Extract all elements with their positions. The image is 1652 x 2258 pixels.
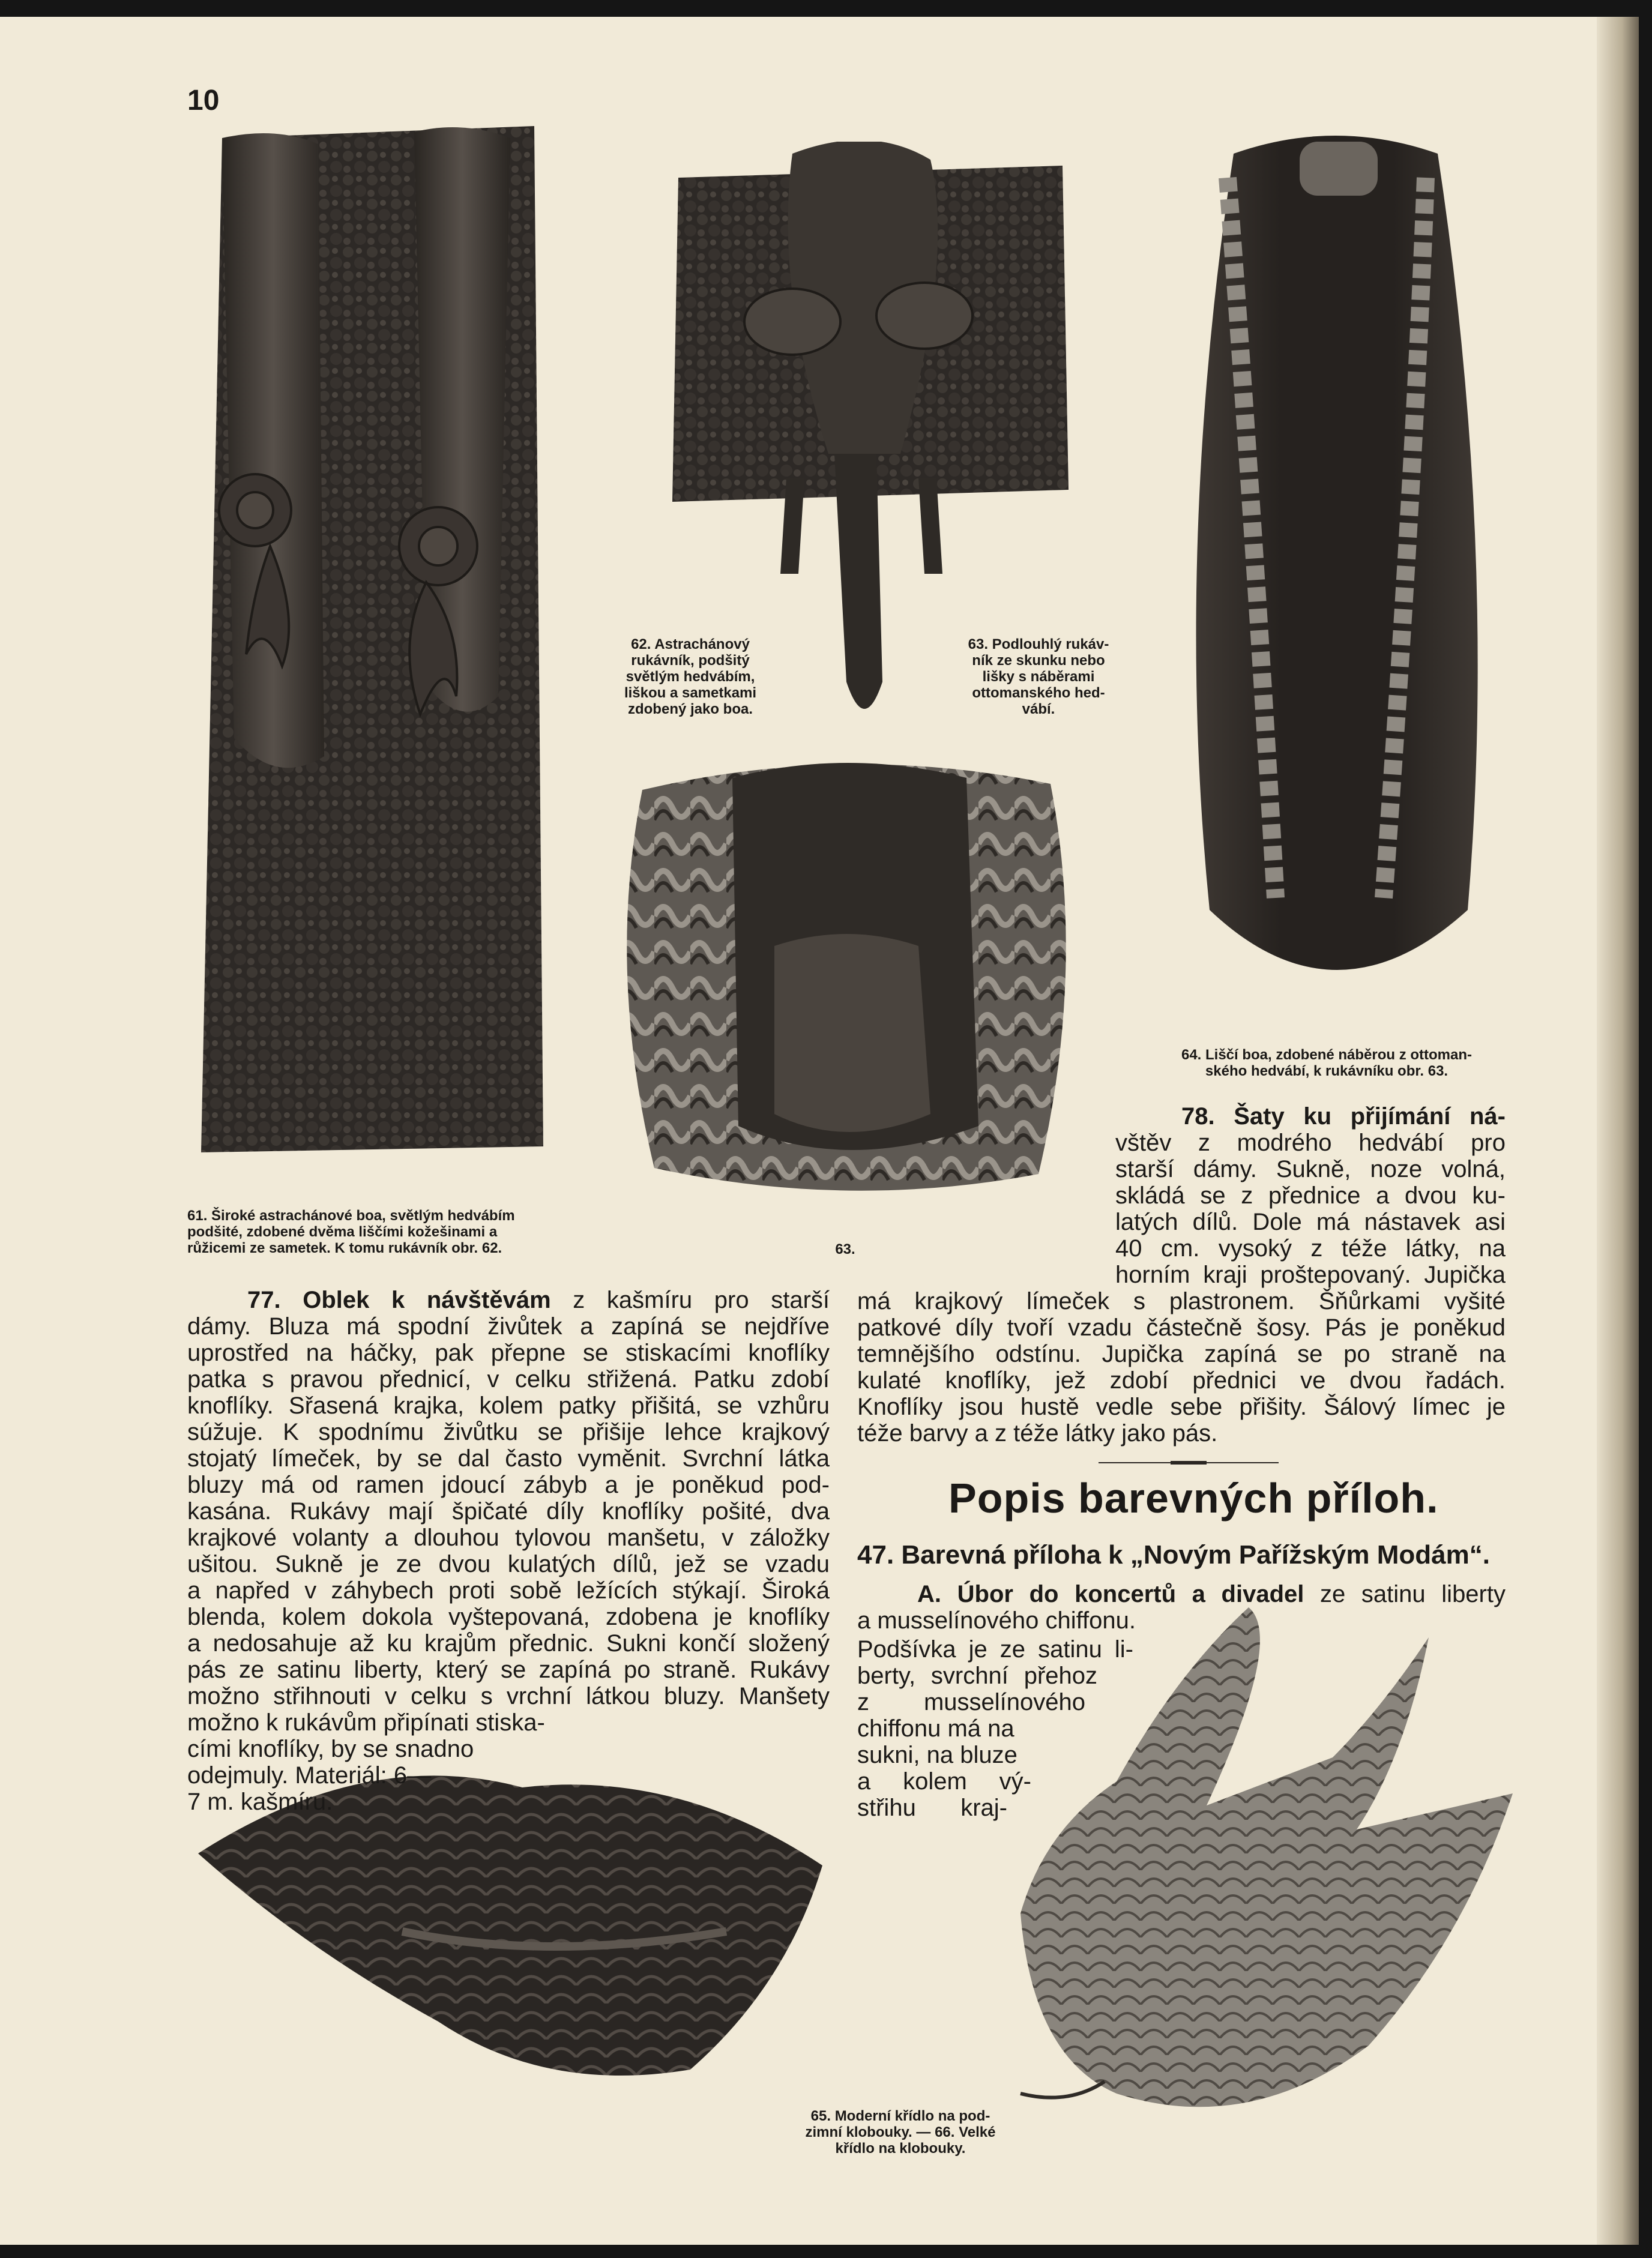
article-77-line: možno střihnouti v celku s vrchní látkou bluzy. Manšety xyxy=(187,1683,830,1709)
article-77-line: uprostřed na háčky, pak přepne se stiskacími knoflíky xyxy=(187,1340,830,1366)
caption-63 xyxy=(948,636,1129,717)
caption-62-line: zdobený jako boa. xyxy=(627,701,753,717)
caption-61-line: 61. Široké astrachánové boa, světlým hedvábím xyxy=(187,1208,515,1224)
article-78-line: vštěv z modrého hedvábí pro xyxy=(1115,1130,1506,1156)
article-77-line: bluzy má od ramen jdoucí zábyb a je poněkud pod- xyxy=(187,1472,830,1498)
caption-61-line: podšité, zdobené dvěma liščími kožešinami a xyxy=(187,1224,498,1240)
section-paragraph-a-wrap xyxy=(857,1636,1133,1821)
caption-64-line: ského hedvábí, k rukávníku obr. 63. xyxy=(1205,1063,1449,1079)
paragraph-a-line: z musselínového xyxy=(857,1689,1085,1715)
figure-61-astrakhan-boa xyxy=(198,126,546,1152)
caption-61-line: růžicemi ze sametek. K tomu rukávník obr. 62. xyxy=(187,1240,502,1256)
caption-65-66-line: 65. Moderní křídlo na pod- xyxy=(810,2108,990,2124)
caption-65-66 xyxy=(780,2108,1020,2157)
caption-63-line: ník ze skunku nebo xyxy=(972,652,1105,669)
caption-65-66-line: zimní klobouky. — 66. Velké xyxy=(805,2124,996,2140)
caption-62 xyxy=(600,636,780,717)
paragraph-a-line: berty, svrchní přehoz xyxy=(857,1663,1097,1689)
article-78-line: starší dámy. Sukně, noze volná, xyxy=(1115,1156,1506,1182)
article-77-line: z kašmíru pro starší xyxy=(550,1287,830,1313)
article-77-line: dámy. Bluza má spodní živůtek a zapíná se nejdříve xyxy=(187,1313,830,1340)
article-78-title-text: 78. Šaty ku přijímání ná- xyxy=(1181,1103,1506,1130)
article-77-line: súžuje. K spodnímu živůtku se přišije lehce krajkový xyxy=(187,1419,830,1445)
section-divider xyxy=(1099,1461,1279,1465)
article-77 xyxy=(187,1287,830,1815)
paragraph-a-line: a kolem vý- xyxy=(857,1768,1031,1795)
paragraph-a-line: sukni, na bluze xyxy=(857,1742,1017,1768)
figure-63-label: 63. xyxy=(835,1241,855,1257)
article-77-line: ušitou. Sukně je ze dvou kulatých dílů, jež se vzadu xyxy=(187,1551,830,1577)
article-78-line: Knoflíky jsou hustě vedle sebe přišity. Šálový límec je xyxy=(857,1394,1506,1420)
caption-63-line: lišky s náběrami xyxy=(982,669,1095,685)
caption-62-line: rukávník, podšitý xyxy=(631,652,750,669)
article-77-first-line xyxy=(187,1287,830,1313)
caption-62-line: liškou a sametkami xyxy=(624,685,757,701)
article-78-title xyxy=(1115,1103,1506,1130)
article-77-line: a nedosahuje až ku krajům přednic. Sukni končí složený xyxy=(187,1630,830,1657)
paragraph-a-line: chiffonu má na xyxy=(857,1715,1014,1742)
article-78-line: patkové díly tvoří vzadu částečně šosy. Pás je poněkud xyxy=(857,1314,1506,1341)
caption-65-66-line: křídlo na klobouky. xyxy=(835,2140,966,2157)
caption-63-line: 63. Podlouhlý rukáv- xyxy=(968,636,1109,652)
article-78-line: kulaté knoflíky, jež zdobí přednici ve dvou řadách. xyxy=(857,1367,1506,1394)
article-77-line: blenda, kolem dokola vyštepovaná, zdobena je knoflíky xyxy=(187,1604,830,1630)
page-gutter-shadow xyxy=(1597,17,1639,2245)
article-77-line: stojatý límeček, by se dal často vyměnit. Svrchní látka xyxy=(187,1445,830,1472)
article-78-line: skládá se z přednice a dvou ku- xyxy=(1115,1182,1506,1209)
article-78-narrow xyxy=(1115,1103,1506,1288)
article-77-line: patka s pravou přednicí, v celku střižená. Patku zdobí xyxy=(187,1366,830,1392)
article-77-line: možno k rukávům připínati stiska- xyxy=(187,1709,545,1736)
figure-64-fox-boa xyxy=(1186,130,1486,1006)
article-78-line: téže barvy a z téže látky jako pás. xyxy=(857,1420,1218,1447)
figure-63-skunk-muff xyxy=(618,754,1075,1192)
article-77-line: pás ze satinu liberty, který se zapíná po straně. Rukávy xyxy=(187,1657,830,1683)
divider-thick-rule xyxy=(1171,1461,1207,1465)
article-77-line: 7 m. kašmíru. xyxy=(187,1789,333,1815)
paragraph-a-first-line xyxy=(857,1581,1506,1607)
article-78-line: horním kraji proštepovaný. Jupička xyxy=(1115,1262,1506,1288)
article-78-line: má krajkový límeček s plastronem. Šňůrkami vyšité xyxy=(857,1288,1506,1314)
subsection-title: 47. Barevná příloha k „Novým Pařížským Modám“. xyxy=(857,1540,1490,1570)
article-78-line: 40 cm. vysoký z téže látky, na xyxy=(1115,1235,1506,1262)
article-78-line: temnějšího odstínu. Jupička zapíná se po straně na xyxy=(857,1341,1506,1367)
section-paragraph-a xyxy=(857,1581,1506,1634)
page-number: 10 xyxy=(187,85,220,116)
caption-63-line: vábí. xyxy=(1022,701,1055,717)
article-77-line: a napřed v záhybech proti sobě ležících stýkají. Široká xyxy=(187,1577,830,1604)
article-77-line: odejmuly. Materiál: 6— xyxy=(187,1762,432,1789)
paragraph-a-title: A. Úbor do koncertů a divadel xyxy=(917,1581,1304,1607)
article-78-wide xyxy=(857,1288,1506,1447)
paragraph-a-line: a musselínového chiffonu. xyxy=(857,1607,1136,1634)
article-77-line: kasána. Rukávy mají špičaté díly knoflíky pošité, dva xyxy=(187,1498,830,1525)
article-77-title: 77. Oblek k návštěvám xyxy=(247,1287,551,1313)
caption-62-line: světlým hedvábím, xyxy=(626,669,755,685)
paragraph-a-line: střihu kraj- xyxy=(857,1795,1007,1821)
article-77-line: krajkové volanty a dlouhou tylovou manšetu, v záložky xyxy=(187,1525,830,1551)
caption-64 xyxy=(1141,1047,1513,1079)
paragraph-a-line: Podšívka je ze satinu li- xyxy=(857,1636,1133,1663)
caption-62-line: 62. Astrachánový xyxy=(631,636,750,652)
caption-64-line: 64. Liščí boa, zdobené náběrou z ottoman- xyxy=(1181,1047,1473,1063)
magazine-page xyxy=(0,17,1639,2245)
caption-63-line: ottomanského hed- xyxy=(972,685,1105,701)
caption-61 xyxy=(187,1208,607,1256)
article-78-line: latých dílů. Dole má nástavek asi xyxy=(1115,1209,1506,1235)
paragraph-a-line: ze satinu liberty xyxy=(1304,1581,1506,1607)
article-77-line: knoflíky. Sřasená krajka, kolem patky přišitá, se vzhůru xyxy=(187,1392,830,1419)
section-title: Popis barevných příloh. xyxy=(948,1475,1439,1522)
article-77-line: cími knoflíky, by se snadno xyxy=(187,1736,474,1762)
